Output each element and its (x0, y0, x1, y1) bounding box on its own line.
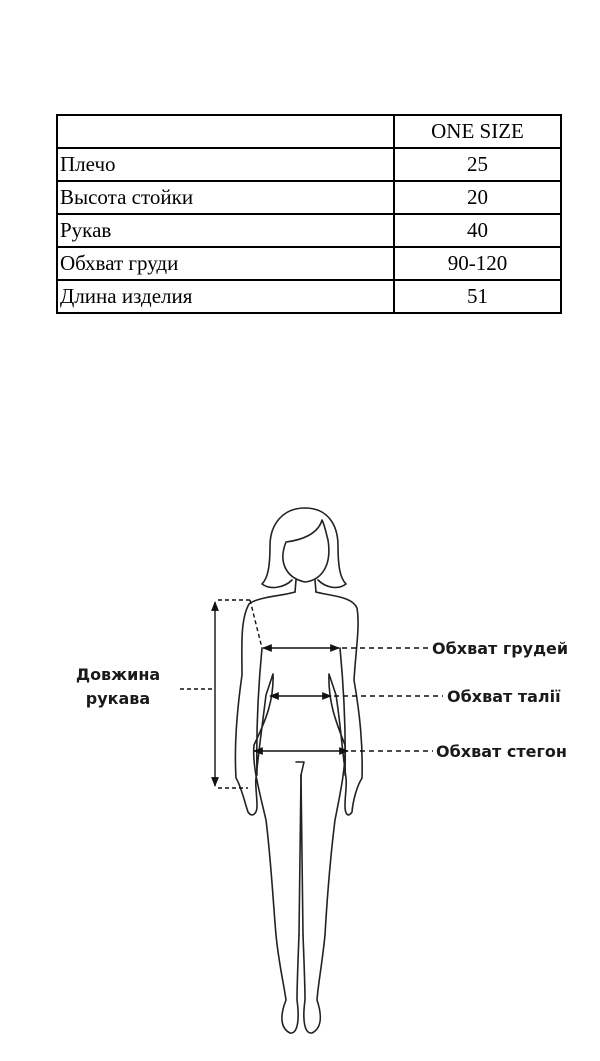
row-value: 20 (394, 181, 561, 214)
chest-label: Обхват грудей (432, 639, 569, 658)
row-value: 40 (394, 214, 561, 247)
table-row (57, 214, 561, 247)
waist-label: Обхват талії (447, 687, 561, 706)
row-label: Рукав (57, 214, 394, 247)
sleeve-length-label-line2: рукава (85, 689, 151, 708)
table-row (57, 280, 561, 313)
woman-silhouette-icon (235, 508, 362, 1033)
row-label: Длина изделия (57, 280, 394, 313)
table-row (57, 148, 561, 181)
row-value: 90-120 (394, 247, 561, 280)
table-row (57, 181, 561, 214)
row-value: 25 (394, 148, 561, 181)
header-cell-size: ONE SIZE (394, 115, 561, 148)
table-header-row (57, 115, 561, 148)
row-label: Обхват груди (57, 247, 394, 280)
size-table (56, 114, 562, 314)
header-cell-empty (57, 115, 394, 148)
row-label: Плечо (57, 148, 394, 181)
hips-label: Обхват стегон (436, 742, 567, 761)
row-value: 51 (394, 280, 561, 313)
sleeve-length-label-line1: Довжина (75, 665, 161, 684)
row-label: Высота стойки (57, 181, 394, 214)
table-row (57, 247, 561, 280)
body-measurement-diagram (0, 480, 600, 1061)
measurement-lines (180, 600, 443, 788)
